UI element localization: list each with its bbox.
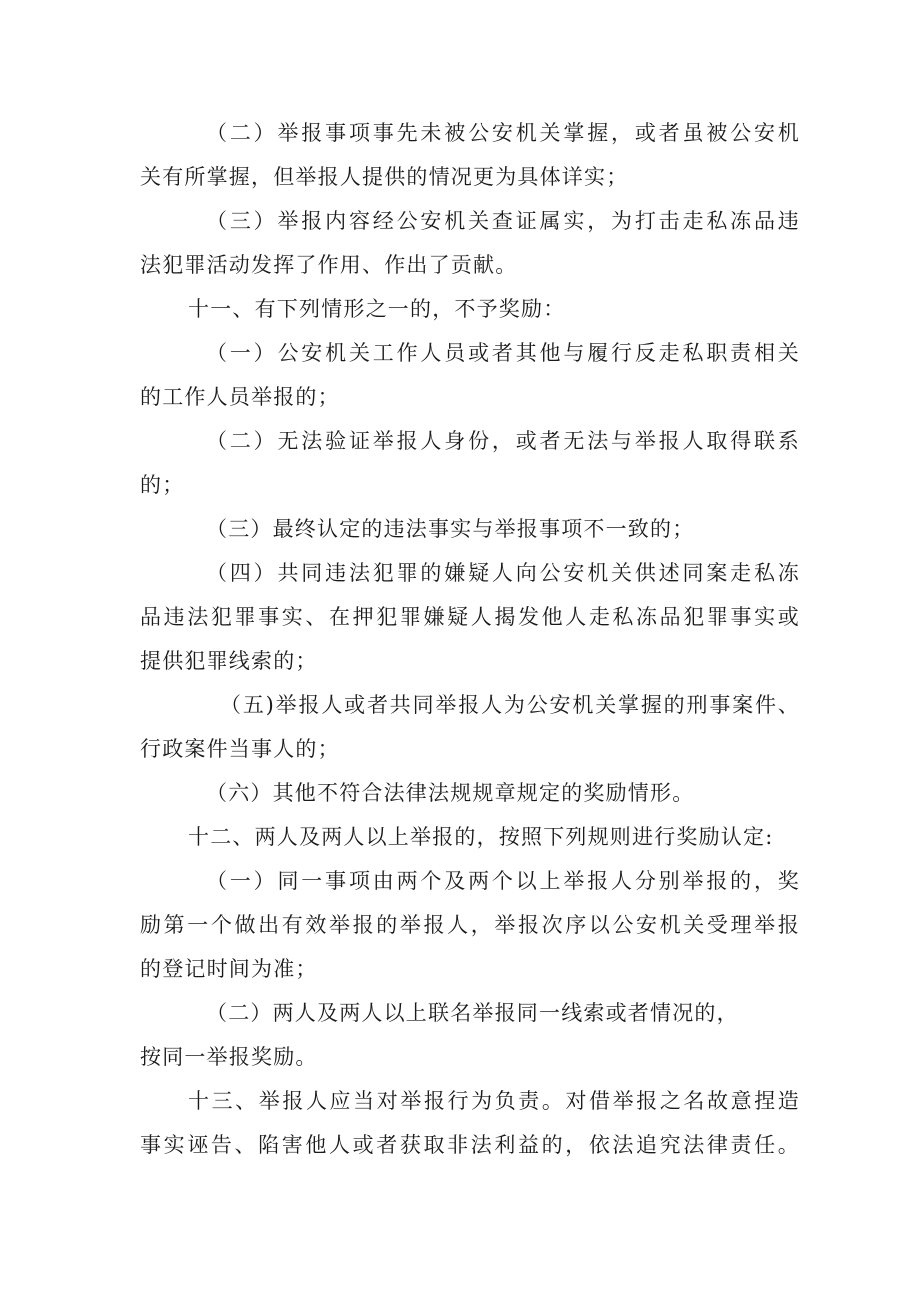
paragraph-line: （五)举报人或者共同举报人为公安机关掌握的刑事案件、: [220, 693, 800, 717]
paragraph-line: （二）举报事项事先未被公安机关掌握，或者虽被公安机: [206, 121, 800, 145]
paragraph-line: 行政案件当事人的；: [140, 737, 340, 761]
paragraph-line: 事实诬告、陷害他人或者获取非法利益的，依法追究法律责任。: [140, 1133, 800, 1157]
paragraph-line: 励第一个做出有效举报的举报人，举报次序以公安机关受理举报: [140, 913, 800, 937]
paragraph-line: 品违法犯罪事实、在押犯罪嫌疑人揭发他人走私冻品犯罪事实或: [140, 605, 800, 629]
paragraph-line: 按同一举报奖励。: [140, 1045, 318, 1069]
paragraph-line: 的工作人员举报的；: [140, 385, 340, 409]
section-heading: 十三、举报人应当对举报行为负责。对借举报之名故意捏造: [188, 1089, 800, 1113]
paragraph-line: （三）最终认定的违法事实与举报事项不一致的；: [206, 517, 695, 541]
paragraph-line: （六）其他不符合法律法规规章规定的奖励情形。: [206, 781, 695, 805]
paragraph-line: （一）同一事项由两个及两个以上举报人分别举报的，奖: [206, 869, 800, 893]
paragraph-line: （一）公安机关工作人员或者其他与履行反走私职责相关: [206, 341, 800, 365]
paragraph-line: 法犯罪活动发挥了作用、作出了贡献。: [140, 253, 518, 277]
paragraph-line: （四）共同违法犯罪的嫌疑人向公安机关供述同案走私冻: [206, 561, 800, 585]
paragraph-line: 的；: [140, 473, 185, 497]
paragraph-line: （三）举报内容经公安机关查证属实，为打击走私冻品违: [206, 209, 800, 233]
paragraph-line: 的登记时间为准；: [140, 957, 318, 981]
paragraph-line: 关有所掌握，但举报人提供的情况更为具体详实；: [140, 165, 629, 189]
document-body: [140, 111, 800, 1167]
paragraph-line: 提供犯罪线索的；: [140, 649, 318, 673]
section-heading: 十一、有下列情形之一的，不予奖励：: [188, 297, 566, 321]
section-heading: 十二、两人及两人以上举报的，按照下列规则进行奖励认定:: [188, 825, 774, 849]
paragraph-line: （二）两人及两人以上联名举报同一线索或者情况的，: [206, 1001, 739, 1025]
paragraph-line: （二）无法验证举报人身份，或者无法与举报人取得联系: [206, 429, 800, 453]
